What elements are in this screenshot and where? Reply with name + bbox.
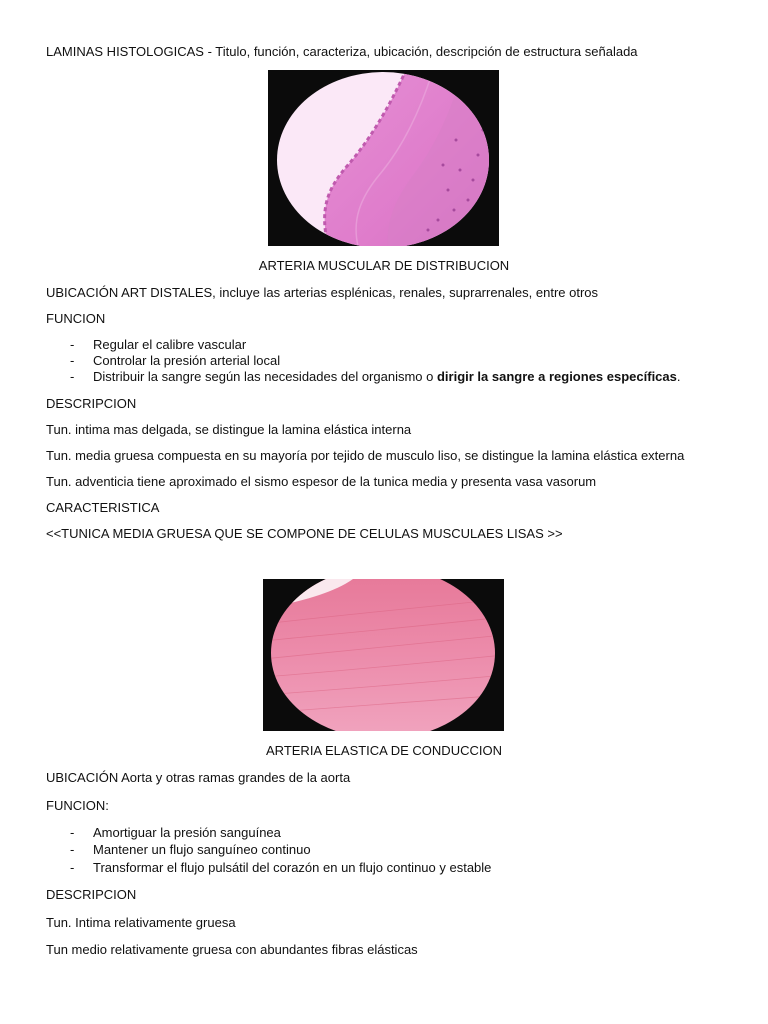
bullet-text: Regular el calibre vascular [93,337,247,352]
bullet-text: Mantener un flujo sanguíneo continuo [93,842,311,857]
document-header: LAMINAS HISTOLOGICAS - Titulo, función, caracteriza, ubicación, descripción de estructura señalada [46,44,638,59]
section1-ubicacion: UBICACIÓN ART DISTALES, incluye las arterias esplénicas, renales, suprarrenales, entre otros [46,285,599,300]
bullet-marker: - [70,842,75,857]
section1-desc-intima: Tun. intima mas delgada, se distingue la lamina elástica interna [46,422,412,437]
section1-caracteristica-heading: CARACTERISTICA [46,500,160,515]
section2-ubicacion: UBICACIÓN Aorta y otras ramas grandes de la aorta [46,770,351,785]
micrograph-muscular-artery [268,70,499,246]
bullet-text: Controlar la presión arterial local [93,353,281,368]
bullet-marker: - [70,337,75,352]
bullet-text-bold: dirigir la sangre a regiones específicas [436,369,677,384]
bullet-marker: - [70,353,75,368]
section1-descripcion-heading: DESCRIPCION [46,396,137,411]
bullet-marker: - [70,825,75,840]
bullet-text [93,369,681,385]
section1-title: ARTERIA MUSCULAR DE DISTRIBUCION [258,258,510,273]
section2-descripcion-heading: DESCRIPCION [46,887,137,902]
section2-desc-intima: Tun. Intima relativamente gruesa [46,915,236,930]
section1-caracteristica: <<TUNICA MEDIA GRUESA QUE SE COMPONE DE CELULAS MUSCULAES LISAS >> [46,526,563,541]
section1-desc-adventicia: Tun. adventicia tiene aproximado el sismo espesor de la tunica media y presenta vasa vasorum [46,474,597,489]
bullet-marker: - [70,369,75,384]
micrograph-elastic-artery [263,579,504,731]
section2-funcion-heading: FUNCION: [46,798,109,813]
section2-title: ARTERIA ELASTICA DE CONDUCCION [266,743,502,758]
bullet-text-plain: Distribuir la sangre según las necesidades del organismo o [93,369,434,384]
bullet-text-end: . [676,369,681,384]
bullet-text: Amortiguar la presión sanguínea [93,825,281,840]
bullet-text: Transformar el flujo pulsátil del corazón en un flujo continuo y estable [93,860,492,875]
bullet-marker: - [70,860,75,875]
section1-funcion-heading: FUNCION [46,311,106,326]
section1-desc-media: Tun. media gruesa compuesta en su mayoría por tejido de musculo liso, se distingue la lamina elástica externa [46,448,685,463]
section2-desc-media: Tun medio relativamente gruesa con abundantes fibras elásticas [46,942,418,957]
